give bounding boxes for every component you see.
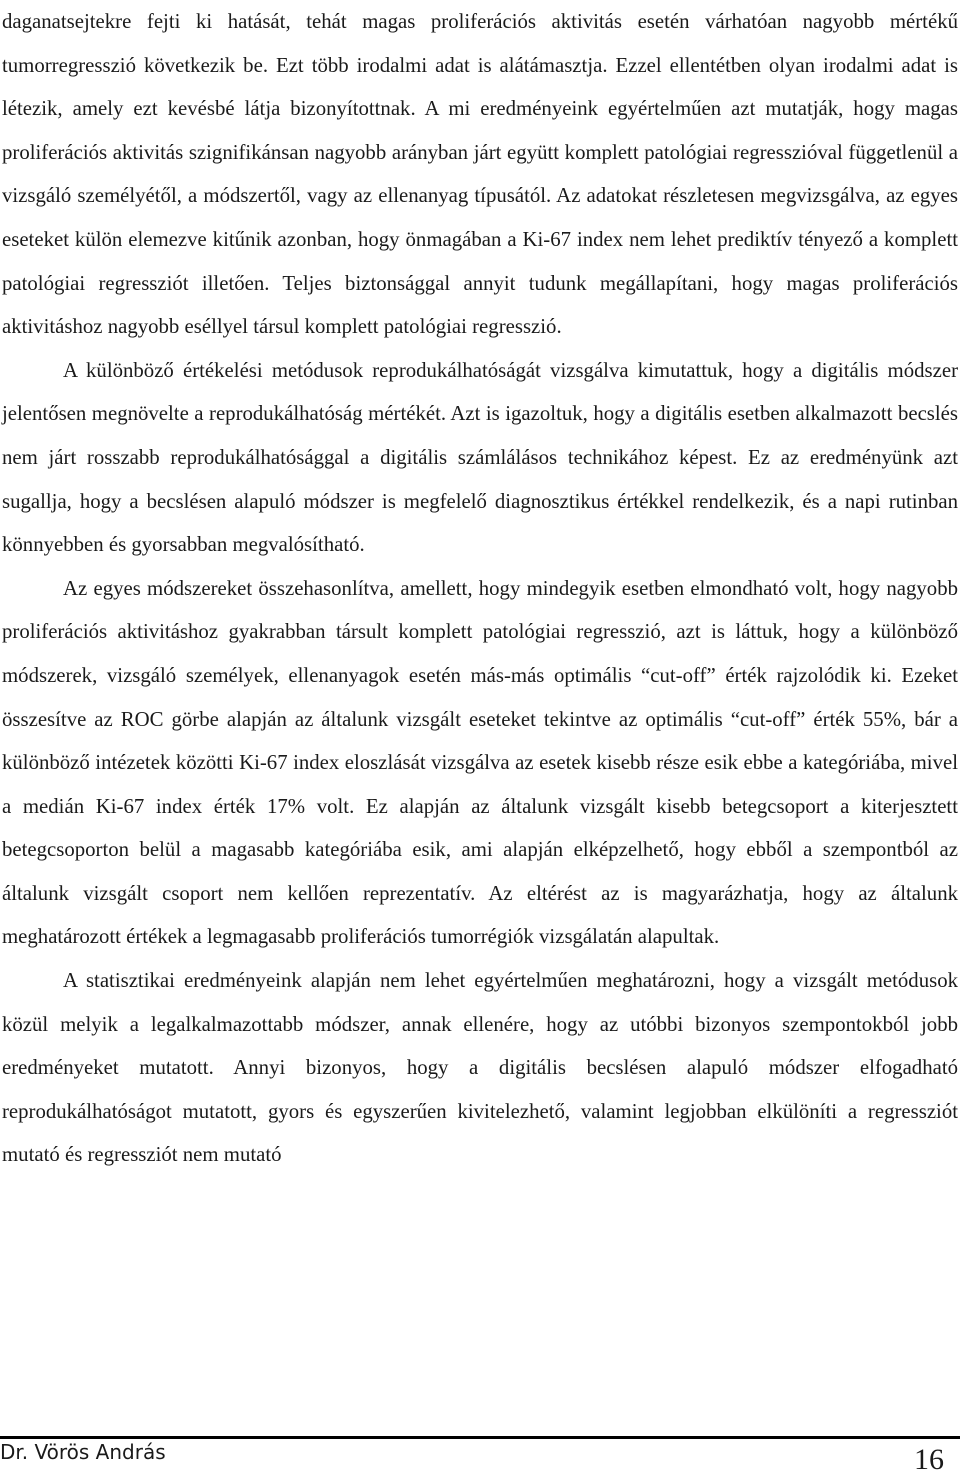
- paragraph-4: A statisztikai eredményeink alapján nem lehet egyértelműen meghatározni, hogy a vizsgált metódusok közül melyik a legalkalmazottabb módszer, annak ellenére, hogy az utóbbi bizonyos szempontokból jobb eredményeket mutatott. Annyi bizonyos, hogy a digitális becslésen alapuló módszer elfogadható reprodukálhatóságot mutatott, gyors és egyszerűen kivitelezhető, valamint legjobban elkülöníti a regressziót mutató és regressziót nem mutató: [2, 969, 958, 1167]
- page-number: 16: [914, 1443, 944, 1476]
- footer-author: Dr. Vörös András: [0, 1440, 166, 1464]
- paragraph-3: Az egyes módszereket összehasonlítva, amellett, hogy mindegyik esetben elmondható volt, hogy nagyobb proliferációs aktivitáshoz gyakrabban társult komplett patológiai regresszió, azt is láttuk, hogy a különböző módszerek, vizsgáló személyek, ellenanyagok esetén más-más optimális “cut-off” érték rajzolódik ki. Ezeket összesítve az ROC görbe alapján az általunk vizsgált eseteket tekintve az optimális “cut-off” érték 55%, bár a különböző intézetek közötti Ki-67 index eloszlását vizsgálva az esetek kisebb része esik ebbe a kategóriába, mivel a medián Ki-67 index érték 17% volt. Ez alapján az általunk vizsgált kisebb betegcsoport a kiterjesztett betegcsoporton belül a magasabb kategóriába esik, ami alapján elképzelhető, hogy ebből a szempontból az általunk vizsgált csoport nem kellően reprezentatív. Az eltérést az is magyarázhatja, hogy az általunk meghatározott értékek a legmagasabb proliferációs tumorrégiók vizsgálatán alapultak.: [2, 576, 958, 949]
- paragraph-1: daganatsejtekre fejti ki hatását, tehát magas proliferációs aktivitás esetén várhatóan nagyobb mértékű tumorregresszió következik be. Ezt több irodalmi adat is alátámasztja. Ezzel ellentétben olyan irodalmi adat is létezik, amely ezt kevésbé látja bizonyítottnak. A mi eredményeink egyértelműen azt mutatják, hogy magas proliferációs aktivitás szignifikánsan nagyobb arányban járt együtt komplett patológiai regresszióval függetlenül a vizsgáló személyétől, a módszertől, vagy az ellenanyag típusától. Az adatokat részletesen megvizsgálva, az egyes eseteket külön elemezve kitűnik azonban, hogy önmagában a Ki-67 index nem lehet prediktív tényező a komplett patológiai regressziót illetően. Teljes biztonsággal annyit tudunk megállapítani, hogy magas proliferációs aktivitáshoz nagyobb eséllyel társul komplett patológiai regresszió.: [2, 10, 958, 339]
- paragraph-2: A különböző értékelési metódusok reprodukálhatóságát vizsgálva kimutattuk, hogy a digitális módszer jelentősen megnövelte a reprodukálhatóság mértékét. Azt is igazoltuk, hogy a digitális esetben alkalmazott becslés nem járt rosszabb reprodukálhatósággal a digitális számlálásos technikához képest. Ez az eredményünk azt sugallja, hogy a becslésen alapuló módszer is megfelelő diagnosztikus értékkel rendelkezik, és a napi rutinban könnyebben és gyorsabban megvalósítható.: [2, 358, 958, 557]
- footer-divider: [0, 1436, 960, 1439]
- body-text: [2, 0, 958, 1177]
- page-footer: [0, 1436, 960, 1478]
